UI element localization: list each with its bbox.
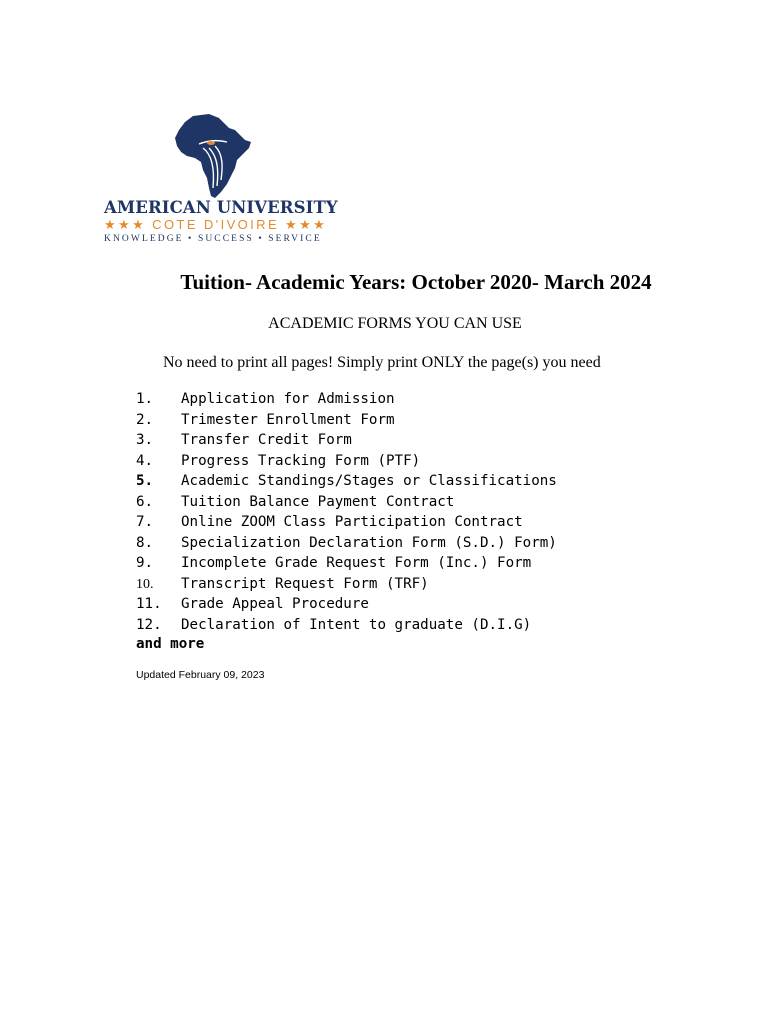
list-item <box>136 492 557 513</box>
list-item-label: Online ZOOM Class Participation Contract <box>181 514 523 530</box>
list-item-number: 4. <box>136 452 154 469</box>
list-item-label: Trimester Enrollment Form <box>181 411 395 428</box>
list-item <box>136 574 557 595</box>
list-item-label: Declaration of Intent to graduate (D.I.G) <box>181 616 532 633</box>
list-item-label: Progress Tracking Form (PTF) <box>181 452 421 469</box>
logo-university-name: AMERICAN UNIVERSITY <box>104 198 338 217</box>
and-more-text: and more <box>136 636 205 652</box>
list-item-label: Transcript Request Form (TRF) <box>181 575 429 592</box>
document-title: Tuition- Academic Years: October 2020- March 2024 <box>180 270 652 294</box>
list-item <box>136 533 557 554</box>
list-item-label: Grade Appeal Procedure <box>181 596 369 612</box>
list-item <box>136 410 557 431</box>
university-logo <box>100 110 340 250</box>
list-item-label: Incomplete Grade Request Form (Inc.) Form <box>181 555 532 571</box>
list-item-label: Academic Standings/Stages or Classifications <box>181 473 557 489</box>
list-item <box>136 615 557 636</box>
list-item-number: 6. <box>136 493 154 510</box>
list-item-number: 9. <box>136 555 154 571</box>
africa-map-icon <box>175 114 253 200</box>
list-item-number: 1. <box>136 391 154 407</box>
list-item-number: 10. <box>136 576 154 592</box>
list-item-label: Tuition Balance Payment Contract <box>181 493 455 510</box>
logo-motto: KNOWLEDGE • SUCCESS • SERVICE <box>104 234 322 244</box>
list-item <box>136 512 557 533</box>
list-item <box>136 389 557 410</box>
list-item-number: 12. <box>136 616 162 633</box>
list-item <box>136 451 557 472</box>
print-note: No need to print all pages! Simply print ONLY the page(s) you need <box>163 354 601 371</box>
list-item-label: Specialization Declaration Form (S.D.) Form) <box>181 534 557 551</box>
list-item <box>136 594 557 615</box>
list-item-number: 2. <box>136 411 154 428</box>
list-item <box>136 430 557 451</box>
logo-country-name: ★★★ COTE D'IVOIRE ★★★ <box>104 217 328 232</box>
document-subtitle: ACADEMIC FORMS YOU CAN USE <box>268 315 522 332</box>
list-item-number: 5. <box>136 473 154 489</box>
list-item-number: 8. <box>136 534 154 551</box>
list-item-number: 7. <box>136 514 154 530</box>
list-item-label: Application for Admission <box>181 391 395 407</box>
list-item-number: 11. <box>136 596 162 612</box>
list-item-number: 3. <box>136 432 154 448</box>
forms-list <box>136 389 557 635</box>
updated-date: Updated February 09, 2023 <box>136 669 265 681</box>
list-item <box>136 471 557 492</box>
list-item-label: Transfer Credit Form <box>181 432 352 448</box>
list-item <box>136 553 557 574</box>
